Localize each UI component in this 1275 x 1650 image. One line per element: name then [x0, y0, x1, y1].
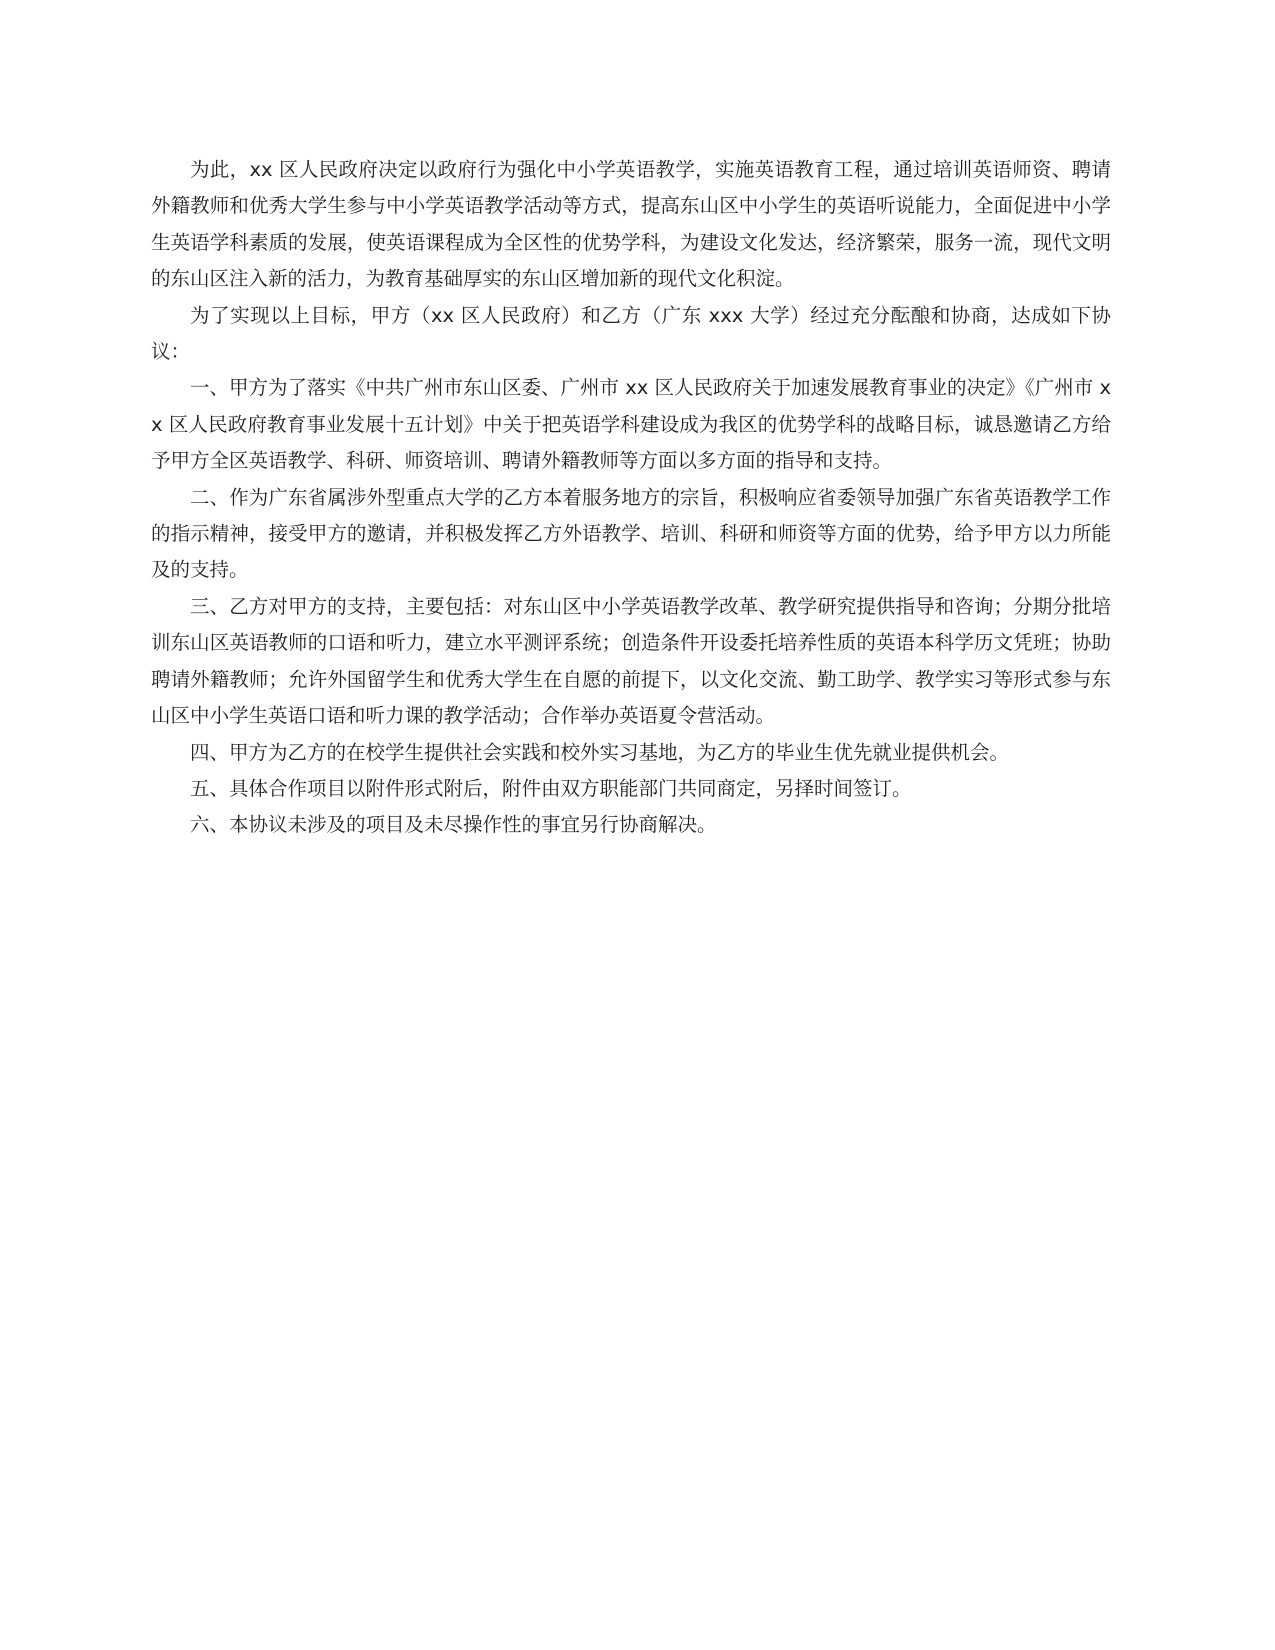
- clause-6: 六、本协议未涉及的项目及未尽操作性的事宜另行协商解决。: [190, 813, 717, 837]
- document-body: [151, 152, 1111, 844]
- clause-3: 三、乙方对甲方的支持，主要包括：对东山区中小学英语教学改革、教学研究提供指导和咨询；分期分批培训东山区英语教师的口语和听力，建立水平测评系统；创造条件开设委托培养性质的英语本科学历文凭班；协助聘请外籍教师；允许外国留学生和优秀大学生在自愿的前提下，以文化交流、勤工助学、教学实习等形式参与东山区中小学生英语口语和听力课的教学活动；合作举办英语夏令营活动。: [151, 594, 1111, 728]
- clause-5: 五、具体合作项目以附件形式附后，附件由双方职能部门共同商定，另择时间签订。: [190, 776, 912, 800]
- paragraph-intro: 为此，xx 区人民政府决定以政府行为强化中小学英语教学，实施英语教育工程，通过培训英语师资、聘请外籍教师和优秀大学生参与中小学英语教学活动等方式，提高东山区中小学生的英语听说能力，全面促进中小学生英语学科素质的发展，使英语课程成为全区性的优势学科，为建设文化发达，经济繁荣，服务一流，现代文明的东山区注入新的活力，为教育基础厚实的东山区增加新的现代文化积淀。: [151, 158, 1111, 291]
- clause-4: 四、甲方为乙方的在校学生提供社会实践和校外实习基地，为乙方的毕业生优先就业提供机会。: [190, 740, 1010, 764]
- clause-1: 一、甲方为了落实《中共广州市东山区委、广州市 xx 区人民政府关于加速发展教育事业的决定》《广州市 xx 区人民政府教育事业发展十五计划》中关于把英语学科建设成为我区的优势学科的战略目标，诚恳邀请乙方给予甲方全区英语教学、科研、师资培训、聘请外籍教师等方面以多方面的指导和支持。: [151, 376, 1111, 473]
- paragraph-agreement-preamble: 为了实现以上目标，甲方（xx 区人民政府）和乙方（广东 xxx 大学）经过充分酝酿和协商，达成如下协议：: [151, 303, 1111, 364]
- clause-2: 二、作为广东省属涉外型重点大学的乙方本着服务地方的宗旨，积极响应省委领导加强广东省英语教学工作的指示精神，接受甲方的邀请，并积极发挥乙方外语教学、培训、科研和师资等方面的优势，给予甲方以力所能及的支持。: [151, 485, 1111, 582]
